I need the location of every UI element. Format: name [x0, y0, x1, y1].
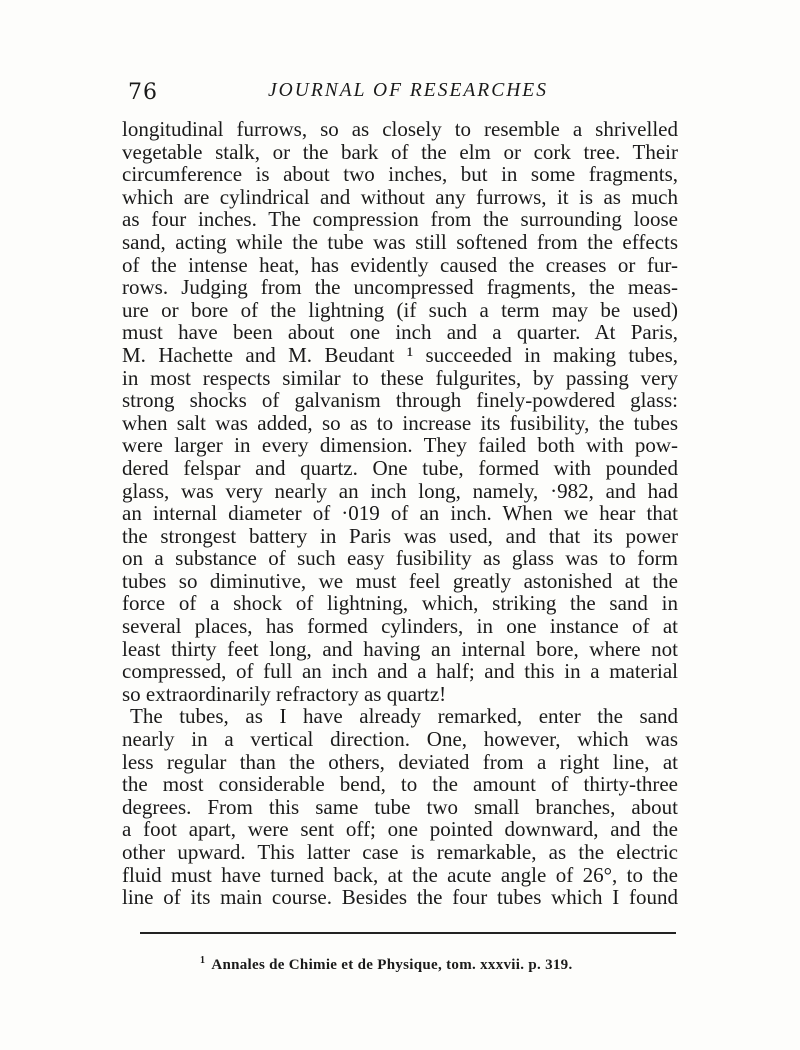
running-head: JOURNAL OF RESEARCHES [268, 80, 548, 101]
text-line: the strongest battery in Paris was used, and that its power [122, 523, 678, 548]
text-line: nearly in a vertical direction. One, however, which was [122, 727, 678, 752]
text-line: several places, has formed cylinders, in one instance of at [122, 614, 678, 639]
text-line: M. Hachette and M. Beudant ¹ succeeded in making tubes, [122, 342, 678, 367]
footnote [200, 955, 573, 974]
text-line: of the intense heat, has evidently caused the creases or fur- [122, 252, 678, 277]
text-line: line of its main course. Besides the four tubes which I found [122, 885, 678, 910]
text-line: circumference is about two inches, but in some fragments, [122, 162, 678, 187]
footnote-marker: 1 [200, 955, 206, 966]
text-line: glass, was very nearly an inch long, namely, ·982, and had [122, 478, 678, 503]
text-line: vegetable stalk, or the bark of the elm or cork tree. Their [122, 139, 678, 164]
text-line: ure or bore of the lightning (if such a term may be used) [122, 297, 678, 322]
body-text [122, 118, 678, 909]
footnote-divider [140, 932, 676, 934]
page-number: 76 [128, 80, 158, 105]
text-line: less regular than the others, deviated from a right line, at [122, 749, 678, 774]
text-line: a foot apart, were sent off; one pointed downward, and the [122, 817, 678, 842]
text-line: other upward. This latter case is remarkable, as the electric [122, 840, 678, 864]
text-line: must have been about one inch and a quarter. At Paris, [122, 320, 678, 345]
footnote-text: Annales de Chimie et de Physique, tom. xxxvii. p. 319. [211, 957, 573, 973]
text-line: degrees. From this same tube two small branches, about [122, 794, 678, 819]
text-line: on a substance of such easy fusibility as glass was to form [122, 546, 678, 571]
text-line: tubes so diminutive, we must feel greatly astonished at the [122, 568, 678, 593]
text-line: sand, acting while the tube was still softened from the effects [122, 229, 678, 254]
text-line: fluid must have turned back, at the acute angle of 26°, to the [122, 862, 678, 887]
text-line: the most considerable bend, to the amount of thirty-three [122, 772, 678, 797]
text-line: which are cylindrical and without any furrows, it is as much [122, 184, 678, 209]
text-line: when salt was added, so as to increase its fusibility, the tubes [122, 410, 678, 435]
text-line: dered felspar and quartz. One tube, formed with pounded [122, 455, 678, 480]
text-line: force of a shock of lightning, which, striking the sand in [122, 591, 678, 616]
text-line: as four inches. The compression from the surrounding loose [122, 207, 678, 232]
text-line: The tubes, as I have already remarked, enter the sand [130, 704, 678, 729]
page-header [128, 76, 676, 108]
text-line: in most respects similar to these fulgurites, by passing very [122, 365, 678, 390]
text-line: an internal diameter of ·019 of an inch. When we hear that [122, 501, 678, 526]
text-line: longitudinal furrows, so as closely to resemble a shrivelled [122, 117, 678, 141]
text-line: strong shocks of galvanism through finely-powdered glass: [122, 388, 678, 413]
text-line: compressed, of full an inch and a half; and this in a material [122, 659, 678, 684]
text-line: least thirty feet long, and having an internal bore, where not [122, 636, 678, 661]
text-line: so extraordinarily refractory as quartz! [122, 681, 447, 706]
text-line: were larger in every dimension. They failed both with pow- [122, 433, 678, 458]
text-line: rows. Judging from the uncompressed fragments, the meas- [122, 275, 678, 300]
